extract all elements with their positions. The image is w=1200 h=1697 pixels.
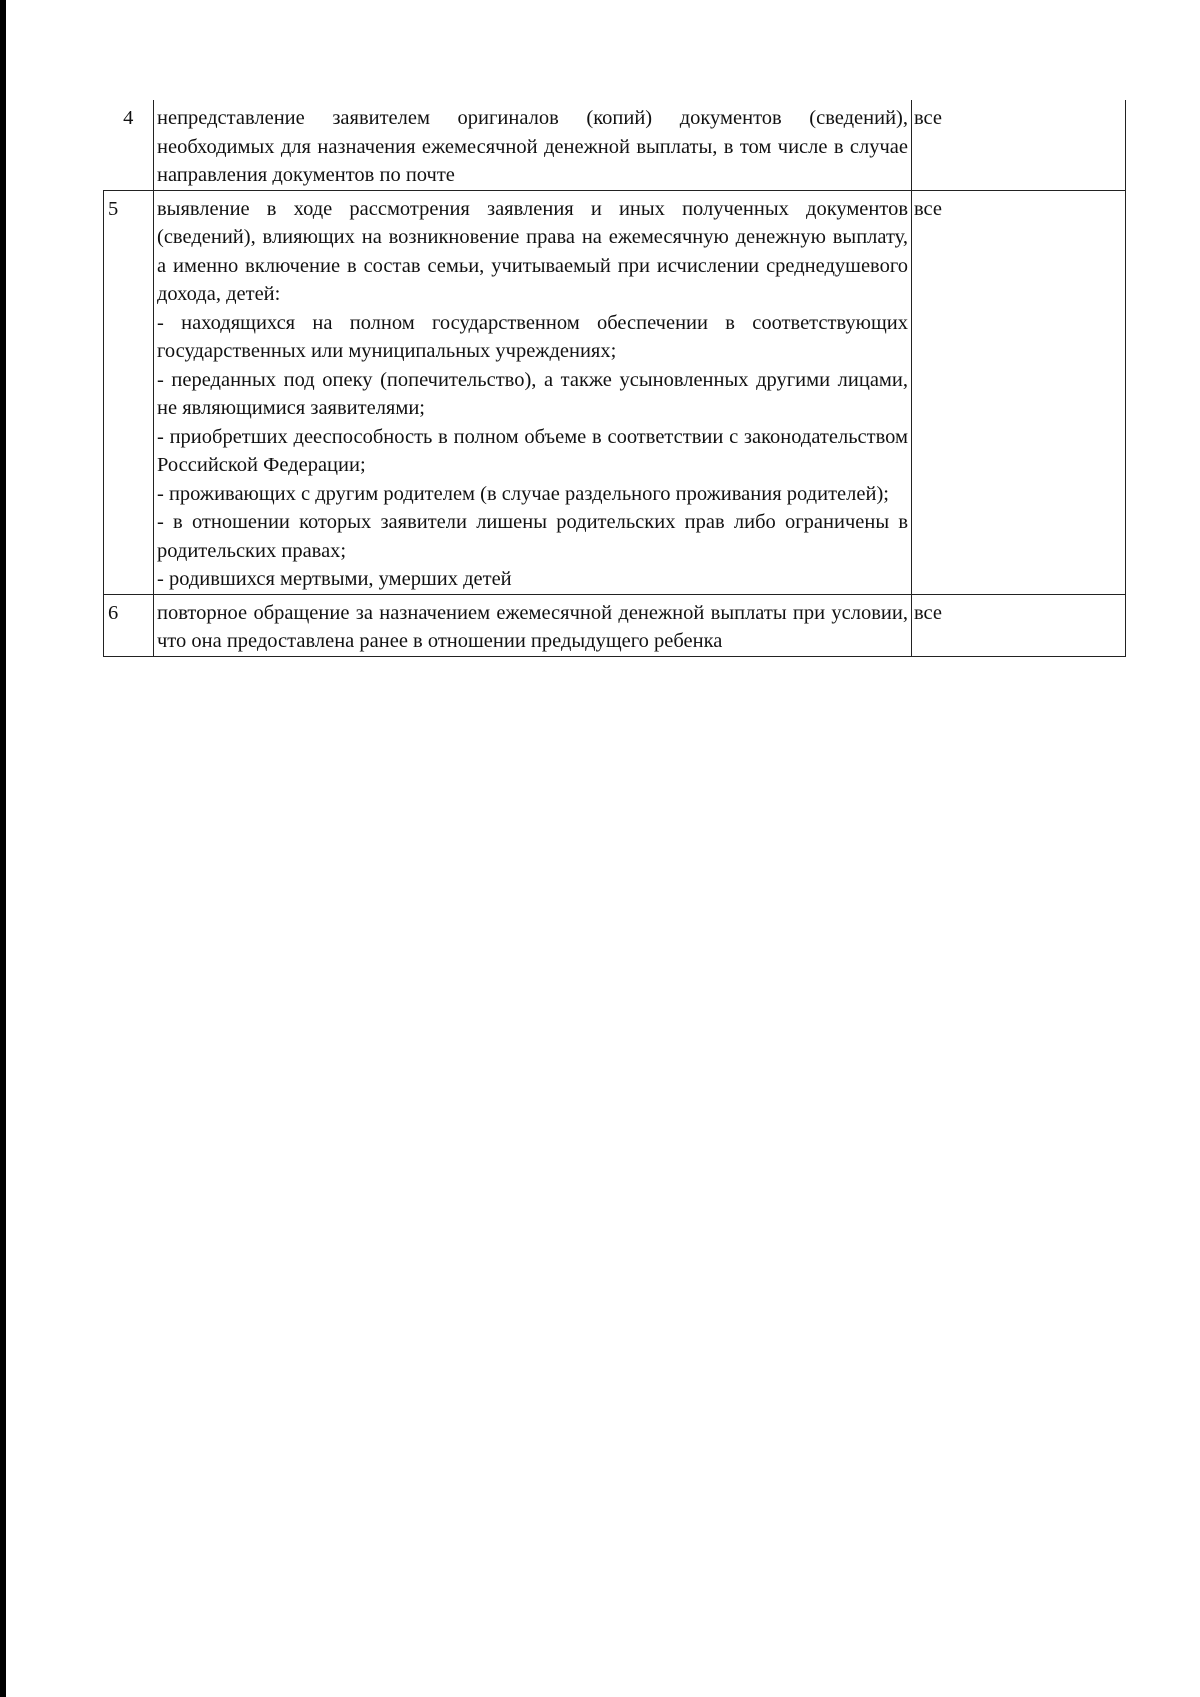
paragraph: - родившихся мертвыми, умерших детей bbox=[157, 568, 512, 590]
paragraph: повторное обращение за назначением ежемесячной денежной выплаты при условии, что она предоставлена ранее в отношении предыдущего ребенка bbox=[157, 601, 908, 652]
paragraph: выявление в ходе рассмотрения заявления и иных полученных документов (сведений), влияющих на возникновение права на ежемесячную денежную выплату, а именно включение в состав семьи, учитываемый при исчислении среднедушевого дохода, детей: bbox=[157, 197, 908, 305]
row-category: все bbox=[912, 594, 1126, 656]
paragraph: непредставление заявителем оригиналов (копий) документов (сведений), необходимых для назначения ежемесячной денежной выплаты, в том числе в случае направления документов по почте bbox=[157, 107, 908, 186]
grounds-table bbox=[103, 100, 1126, 657]
row-number: 4 bbox=[104, 100, 154, 190]
row-category: все bbox=[912, 100, 1126, 190]
table-row bbox=[104, 190, 1126, 594]
row-category: все bbox=[912, 190, 1126, 594]
row-number: 6 bbox=[104, 594, 154, 656]
table-row bbox=[104, 100, 1126, 190]
paragraph: - приобретших дееспособность в полном объеме в соответствии с законодательством Российской Федерации; bbox=[157, 425, 908, 476]
paragraph: - переданных под опеку (попечительство), а также усыновленных другими лицами, не являющимися заявителями; bbox=[157, 368, 908, 419]
paragraph: - проживающих с другим родителем (в случае раздельного проживания родителей); bbox=[157, 482, 889, 505]
row-text bbox=[154, 190, 912, 594]
table-row bbox=[104, 594, 1126, 656]
scan-edge-border bbox=[0, 0, 6, 1697]
paragraph: - в отношении которых заявители лишены родительских прав либо ограничены в родительских правах; bbox=[157, 511, 908, 562]
row-text bbox=[154, 100, 912, 190]
paragraph: - находящихся на полном государственном обеспечении в соответствующих государственных или муниципальных учреждениях; bbox=[157, 311, 908, 362]
row-number: 5 bbox=[104, 190, 154, 594]
row-text bbox=[154, 594, 912, 656]
